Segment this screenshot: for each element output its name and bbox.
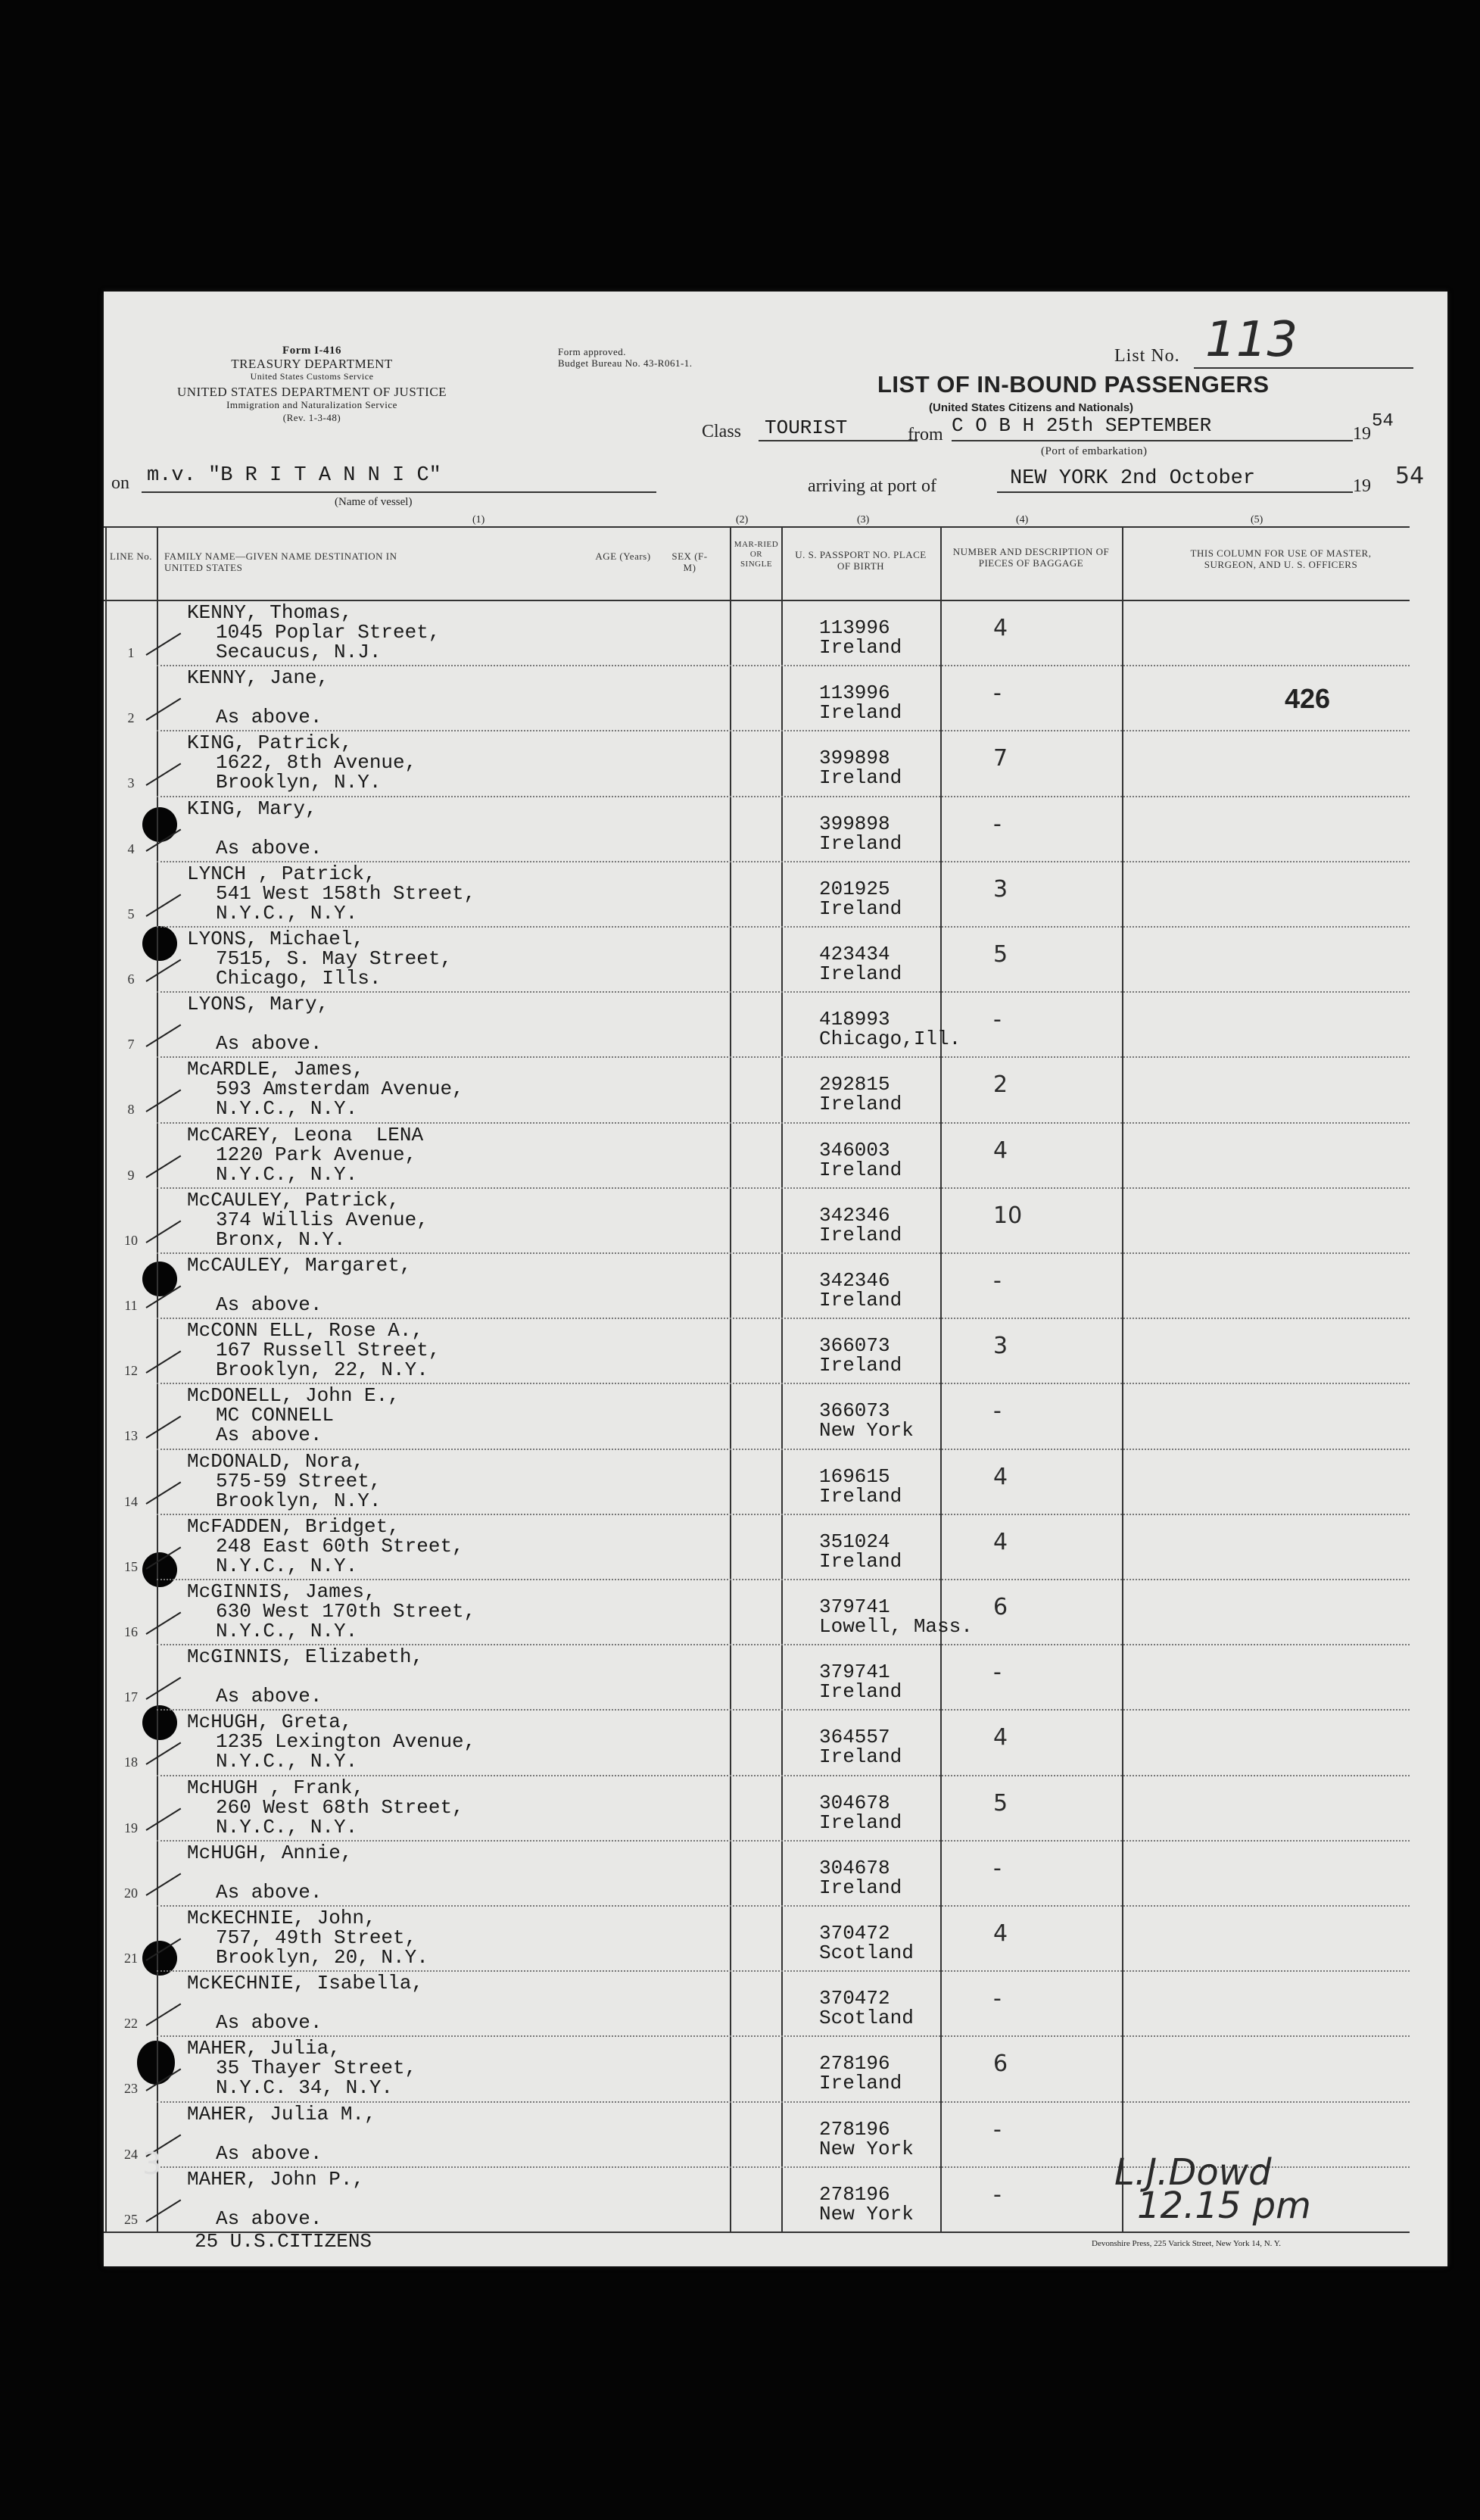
check-mark — [145, 959, 181, 982]
binder-hole — [142, 926, 177, 961]
place-of-birth: Ireland — [819, 831, 902, 855]
col-head-officers: THIS COLUMN FOR USE OF MASTER, SURGEON, AND U. S. OFFICERS — [1190, 547, 1372, 570]
place-of-birth: Ireland — [819, 1158, 902, 1181]
passenger-name: McGINNIS, James, — [187, 1580, 376, 1603]
baggage-count: - — [993, 1398, 1002, 1425]
class-underline — [759, 440, 918, 441]
row-divider — [157, 665, 1410, 666]
passenger-name: McGINNIS, Elizabeth, — [187, 1645, 424, 1669]
col-number-5: (5) — [1251, 514, 1263, 526]
passenger-name: McHUGH, Annie, — [187, 1841, 353, 1864]
col-divider — [1122, 526, 1123, 2232]
passenger-address: 1235 Lexington Avenue, — [216, 1730, 476, 1754]
passport-number: 292815 — [819, 1073, 890, 1096]
line-number: 22 — [124, 2016, 138, 2032]
vessel-underline — [142, 491, 656, 493]
check-mark — [145, 894, 181, 916]
vessel-name: m.v. "B R I T A N N I C" — [147, 464, 441, 487]
row-divider — [157, 730, 1410, 731]
passenger-destination: As above. — [216, 706, 322, 729]
row-divider — [157, 1449, 1410, 1450]
passenger-destination: Chicago, Ills. — [216, 967, 382, 990]
passenger-address: 575-59 Street, — [216, 1469, 382, 1492]
page-title: LIST OF IN-BOUND PASSENGERS — [877, 371, 1270, 398]
col-divider — [730, 526, 731, 2232]
form-approval — [558, 346, 693, 369]
passport-number: 379741 — [819, 1661, 890, 1684]
row-divider — [157, 2035, 1410, 2037]
passenger-destination: Brooklyn, N.Y. — [216, 1489, 382, 1512]
signature-name: L.J.Dowd — [1114, 2151, 1272, 2194]
signature-time: 12.15 pm — [1137, 2185, 1311, 2227]
place-of-birth: Ireland — [819, 636, 902, 659]
row-divider — [157, 1383, 1410, 1384]
officer-signature — [1114, 2151, 1311, 2227]
footer-total: 25 U.S.CITIZENS — [195, 2230, 372, 2253]
place-of-birth: Ireland — [819, 1093, 902, 1116]
line-number: 18 — [124, 1754, 138, 1770]
on-label: on — [111, 473, 129, 493]
place-of-birth: New York — [819, 2137, 914, 2160]
col-number-2: (2) — [736, 514, 749, 526]
line-number: 2 — [127, 710, 135, 726]
row-divider — [157, 1970, 1410, 1972]
col-number-4: (4) — [1016, 514, 1029, 526]
passport-number: 370472 — [819, 1922, 890, 1945]
passenger-destination: N.Y.C. 34, N.Y. — [216, 2076, 394, 2100]
col-head-age: AGE (Years) — [595, 550, 651, 562]
vessel-label: (Name of vessel) — [335, 496, 413, 508]
passport-number: 113996 — [819, 616, 890, 639]
col-head-married: MAR-RIED OR SINGLE — [734, 540, 779, 569]
check-mark — [145, 1155, 181, 1177]
passport-number: 201925 — [819, 877, 890, 900]
budget-bureau: Budget Bureau No. 43-R061-1. — [558, 357, 693, 369]
row-divider — [157, 1318, 1410, 1319]
passenger-destination: As above. — [216, 2141, 322, 2165]
passenger-name: McKECHNIE, Isabella, — [187, 1972, 424, 1995]
col-number-1: (1) — [472, 514, 485, 526]
from-value: C O B H 25th SEPTEMBER — [952, 414, 1212, 437]
passenger-address: 374 Willis Avenue, — [216, 1208, 428, 1231]
passenger-destination: N.Y.C., N.Y. — [216, 1554, 358, 1577]
place-of-birth: Ireland — [819, 701, 902, 725]
line-number: 10 — [124, 1232, 138, 1248]
baggage-count: 4 — [993, 615, 1008, 641]
passenger-destination: As above. — [216, 1880, 322, 1904]
place-of-birth: Ireland — [819, 1354, 902, 1377]
ins-service: Immigration and Naturalization Service — [226, 399, 397, 410]
place-of-birth: Scotland — [819, 2007, 914, 2030]
passenger-name: McHUGH, Greta, — [187, 1711, 353, 1734]
place-of-birth: Ireland — [819, 1549, 902, 1573]
arriving-label: arriving at port of — [808, 476, 936, 496]
passenger-name: LYNCH , Patrick, — [187, 862, 376, 885]
passenger-name: McFADDEN, Bridget, — [187, 1514, 400, 1538]
place-of-birth: Ireland — [819, 1876, 902, 1899]
passenger-name: LYONS, Mary, — [187, 993, 329, 1016]
col-divider — [105, 526, 107, 2232]
passenger-address: 248 East 60th Street, — [216, 1534, 464, 1558]
passport-number: 278196 — [819, 2117, 890, 2141]
row-divider — [157, 1122, 1410, 1124]
passport-number: 342346 — [819, 1269, 890, 1292]
passenger-name: MAHER, Julia M., — [187, 2102, 376, 2125]
customs-service: United States Customs Service — [250, 371, 374, 382]
check-mark — [145, 1742, 181, 1765]
line-number: 7 — [127, 1037, 135, 1053]
passenger-name: McCONN ELL, Rose A., — [187, 1319, 424, 1343]
passenger-destination: As above. — [216, 1685, 322, 1708]
check-mark — [145, 1025, 181, 1047]
row-divider — [157, 1579, 1410, 1580]
passenger-address: 260 West 68th Street, — [216, 1795, 464, 1819]
form-number: Form I-416 — [282, 345, 341, 357]
edge-mark: 3 — [142, 2147, 162, 2182]
passport-number: 346003 — [819, 1138, 890, 1162]
year-prefix: 19 — [1353, 424, 1371, 444]
line-number: 25 — [124, 2211, 138, 2227]
row-divider — [157, 1056, 1410, 1058]
passport-number: 399898 — [819, 747, 890, 770]
passenger-address: 1622, 8th Avenue, — [216, 751, 417, 775]
col-head-line: LINE No. — [110, 550, 152, 562]
line-number: 12 — [124, 1363, 138, 1379]
baggage-count: - — [993, 2181, 1002, 2208]
line-number: 16 — [124, 1624, 138, 1639]
check-mark — [145, 698, 181, 721]
passenger-destination: N.Y.C., N.Y. — [216, 1162, 358, 1186]
check-mark — [145, 1481, 181, 1504]
col-head-sex: SEX (F-M) — [671, 550, 708, 573]
line-number: 21 — [124, 1951, 138, 1966]
baggage-count: 4 — [993, 1528, 1008, 1555]
baggage-count: - — [993, 680, 1002, 707]
passport-number: 418993 — [819, 1008, 890, 1031]
line-number: 17 — [124, 1689, 138, 1705]
passenger-destination: N.Y.C., N.Y. — [216, 1620, 358, 1642]
passenger-name: KING, Mary, — [187, 797, 317, 820]
passenger-address: 757, 49th Street, — [216, 1926, 417, 1949]
passport-number: 342346 — [819, 1203, 890, 1227]
col-number-3: (3) — [857, 514, 870, 526]
passenger-destination: Brooklyn, 22, N.Y. — [216, 1358, 428, 1382]
check-mark — [145, 1416, 181, 1439]
baggage-count: 2 — [993, 1071, 1008, 1099]
col-head-baggage: NUMBER AND DESCRIPTION OF PIECES OF BAGGAGE — [952, 546, 1110, 569]
baggage-count: - — [993, 1854, 1002, 1882]
list-no-label: List No. — [1114, 346, 1180, 366]
passport-number: 351024 — [819, 1530, 890, 1553]
line-number: 13 — [124, 1428, 138, 1444]
check-mark — [145, 763, 181, 786]
printer-imprint: Devonshire Press, 225 Varick Street, New York 14, N. Y. — [1092, 2239, 1282, 2248]
baggage-count: 5 — [993, 941, 1008, 968]
page-subtitle: (United States Citizens and Nationals) — [929, 401, 1134, 414]
baggage-count: 4 — [993, 1724, 1008, 1751]
officer-annotation: 426 — [1285, 683, 1331, 714]
baggage-count: 5 — [993, 1789, 1008, 1817]
row-divider — [157, 926, 1410, 928]
passenger-address: 630 West 170th Street, — [216, 1600, 476, 1623]
baggage-count: - — [993, 1268, 1002, 1294]
check-mark — [145, 2004, 181, 2026]
passport-number: 370472 — [819, 1987, 890, 2010]
passenger-destination: As above. — [216, 1032, 322, 1056]
place-of-birth: New York — [819, 1419, 914, 1442]
baggage-count: 6 — [993, 1594, 1008, 1620]
col-divider — [940, 526, 942, 2232]
from-label: from — [908, 425, 943, 444]
place-of-birth: Ireland — [819, 897, 902, 920]
embarkation-label: (Port of embarkation) — [1041, 445, 1148, 457]
arrival-year-prefix: 19 — [1353, 476, 1371, 496]
passport-number: 304678 — [819, 1791, 890, 1814]
check-mark — [145, 1220, 181, 1243]
passport-number: 278196 — [819, 2182, 890, 2206]
place-of-birth: Ireland — [819, 1484, 902, 1508]
baggage-count: 4 — [993, 1463, 1008, 1490]
line-number: 3 — [127, 775, 135, 791]
row-divider — [157, 1775, 1410, 1776]
baggage-count: - — [993, 810, 1002, 837]
passenger-name: McDONELL, John E., — [187, 1384, 400, 1408]
passport-number: 169615 — [819, 1464, 890, 1488]
justice-dept: UNITED STATES DEPARTMENT OF JUSTICE — [176, 385, 447, 399]
passport-number: 113996 — [819, 681, 890, 705]
row-divider — [157, 1905, 1410, 1907]
col-head-passport: U. S. PASSPORT NO. PLACE OF BIRTH — [795, 549, 927, 572]
arrival-port: NEW YORK 2nd October — [1010, 467, 1256, 490]
place-of-birth: Ireland — [819, 766, 902, 790]
row-divider — [157, 1252, 1410, 1254]
place-of-birth: Ireland — [819, 1680, 902, 1704]
passport-number: 399898 — [819, 812, 890, 835]
line-number: 1 — [127, 645, 135, 660]
treasury-dept: TREASURY DEPARTMENT — [231, 357, 393, 371]
passenger-destination: N.Y.C., N.Y. — [216, 1815, 358, 1839]
line-number: 8 — [127, 1102, 135, 1118]
passenger-address: 7515, S. May Street, — [216, 947, 453, 970]
place-of-birth: Scotland — [819, 1941, 914, 1964]
binder-hole — [142, 807, 177, 842]
passenger-destination: Secaucus, N.J. — [216, 641, 382, 663]
passenger-destination: As above. — [216, 2011, 322, 2035]
class-value: TOURIST — [765, 416, 848, 439]
passenger-address: 1220 Park Avenue, — [216, 1143, 417, 1166]
passenger-destination: N.Y.C., N.Y. — [216, 1097, 358, 1121]
passport-number: 366073 — [819, 1399, 890, 1423]
class-label: Class — [702, 422, 742, 441]
line-number: 20 — [124, 1885, 138, 1901]
check-mark — [145, 633, 181, 656]
passenger-name: McCAULEY, Margaret, — [187, 1254, 412, 1277]
place-of-birth: Ireland — [819, 2072, 902, 2095]
passenger-destination: Brooklyn, N.Y. — [216, 771, 382, 794]
passenger-name: LYONS, Michael, — [187, 928, 365, 950]
passenger-address: MC CONNELL — [216, 1404, 335, 1427]
baggage-count: 4 — [993, 1137, 1008, 1164]
table-top — [104, 526, 1410, 528]
passenger-address: 541 West 158th Street, — [216, 881, 476, 905]
place-of-birth: Ireland — [819, 962, 902, 985]
line-number: 5 — [127, 906, 135, 922]
place-of-birth: Ireland — [819, 1810, 902, 1834]
baggage-count: - — [993, 2116, 1002, 2143]
list-number: 113 — [1205, 312, 1298, 368]
passenger-name: McDONALD, Nora, — [187, 1449, 365, 1473]
passenger-name: McKECHNIE, John, — [187, 1907, 376, 1929]
baggage-count: 6 — [993, 2051, 1008, 2078]
passport-number: 423434 — [819, 943, 890, 965]
col-divider — [781, 526, 783, 2232]
passport-number: 364557 — [819, 1726, 890, 1749]
check-mark — [145, 1351, 181, 1374]
passenger-name: KENNY, Jane, — [187, 666, 329, 690]
check-mark — [145, 1090, 181, 1112]
passenger-destination: Bronx, N.Y. — [216, 1227, 346, 1251]
baggage-count: 3 — [993, 1333, 1008, 1360]
passport-number: 304678 — [819, 1856, 890, 1879]
passenger-destination: As above. — [216, 1293, 322, 1316]
passenger-destination: N.Y.C., N.Y. — [216, 1750, 358, 1773]
passenger-address: 1045 Poplar Street, — [216, 621, 441, 644]
passenger-name: McCAREY, Leona LENA — [187, 1123, 424, 1146]
check-mark — [145, 1873, 181, 1895]
arrival-underline — [997, 491, 1353, 493]
line-number: 14 — [124, 1493, 138, 1509]
passport-number: 278196 — [819, 2052, 890, 2076]
passenger-name: McARDLE, James, — [187, 1058, 365, 1081]
row-divider — [157, 1514, 1410, 1515]
check-mark — [145, 1677, 181, 1700]
passport-number: 366073 — [819, 1334, 890, 1358]
row-divider — [157, 796, 1410, 797]
line-number: 23 — [124, 2081, 138, 2097]
year-suffix: 54 — [1372, 411, 1394, 432]
line-number: 9 — [127, 1167, 135, 1183]
line-number: 6 — [127, 972, 135, 987]
passport-number: 379741 — [819, 1595, 890, 1618]
place-of-birth: Chicago,Ill. — [819, 1028, 961, 1051]
row-divider — [157, 1644, 1410, 1645]
passenger-destination: N.Y.C., N.Y. — [216, 901, 358, 925]
check-mark — [145, 1612, 181, 1635]
row-divider — [157, 1709, 1410, 1711]
baggage-count: 7 — [993, 745, 1008, 772]
place-of-birth: New York — [819, 2202, 914, 2225]
passenger-destination: As above. — [216, 836, 322, 859]
form-approved: Form approved. — [558, 346, 627, 357]
passenger-name: McHUGH , Frank, — [187, 1776, 365, 1799]
passenger-name: KING, Patrick, — [187, 731, 353, 755]
from-underline — [952, 440, 1353, 441]
check-mark — [145, 2199, 181, 2222]
row-divider — [157, 861, 1410, 862]
col-head-name: FAMILY NAME—GIVEN NAME DESTINATION IN UNITED STATES — [164, 550, 397, 573]
line-number: 19 — [124, 1820, 138, 1835]
row-divider — [157, 991, 1410, 993]
passenger-destination: As above. — [216, 2207, 322, 2230]
passenger-name: KENNY, Thomas, — [187, 601, 353, 624]
line-number: 4 — [127, 841, 135, 856]
place-of-birth: Ireland — [819, 1745, 902, 1769]
passenger-address: 167 Russell Street, — [216, 1339, 441, 1362]
check-mark — [145, 1807, 181, 1830]
justice-header — [100, 385, 524, 424]
place-of-birth: Lowell, Mass. — [819, 1615, 973, 1638]
row-divider — [157, 1840, 1410, 1842]
place-of-birth: Ireland — [819, 1223, 902, 1246]
col-divider — [157, 526, 158, 2232]
baggage-count: - — [993, 1006, 1002, 1034]
place-of-birth: Ireland — [819, 1289, 902, 1311]
arrival-year-suffix: 54 — [1395, 463, 1425, 489]
row-divider — [157, 2101, 1410, 2103]
row-divider — [157, 1187, 1410, 1189]
passenger-list-sheet — [104, 292, 1447, 2266]
passenger-name: McCAULEY, Patrick, — [187, 1188, 400, 1212]
baggage-count: - — [993, 1659, 1002, 1686]
baggage-count: - — [993, 1985, 1002, 2013]
form-header-left — [198, 345, 425, 383]
revision: (Rev. 1-3-48) — [282, 412, 341, 423]
line-number: 24 — [124, 2146, 138, 2162]
baggage-count: 4 — [993, 1920, 1008, 1947]
passenger-address: 593 Amsterdam Avenue, — [216, 1078, 464, 1101]
line-number: 11 — [124, 1298, 138, 1313]
baggage-count: 3 — [993, 875, 1008, 903]
line-number: 15 — [124, 1558, 138, 1574]
passenger-name: MAHER, John P., — [187, 2167, 365, 2191]
binder-hole — [137, 2041, 175, 2085]
passenger-name: MAHER, Julia, — [187, 2037, 341, 2060]
baggage-count: 10 — [993, 1202, 1023, 1229]
passenger-destination: Brooklyn, 20, N.Y. — [216, 1946, 428, 1969]
passenger-address: 35 Thayer Street, — [216, 2057, 417, 2080]
passenger-destination: As above. — [216, 1424, 322, 1447]
